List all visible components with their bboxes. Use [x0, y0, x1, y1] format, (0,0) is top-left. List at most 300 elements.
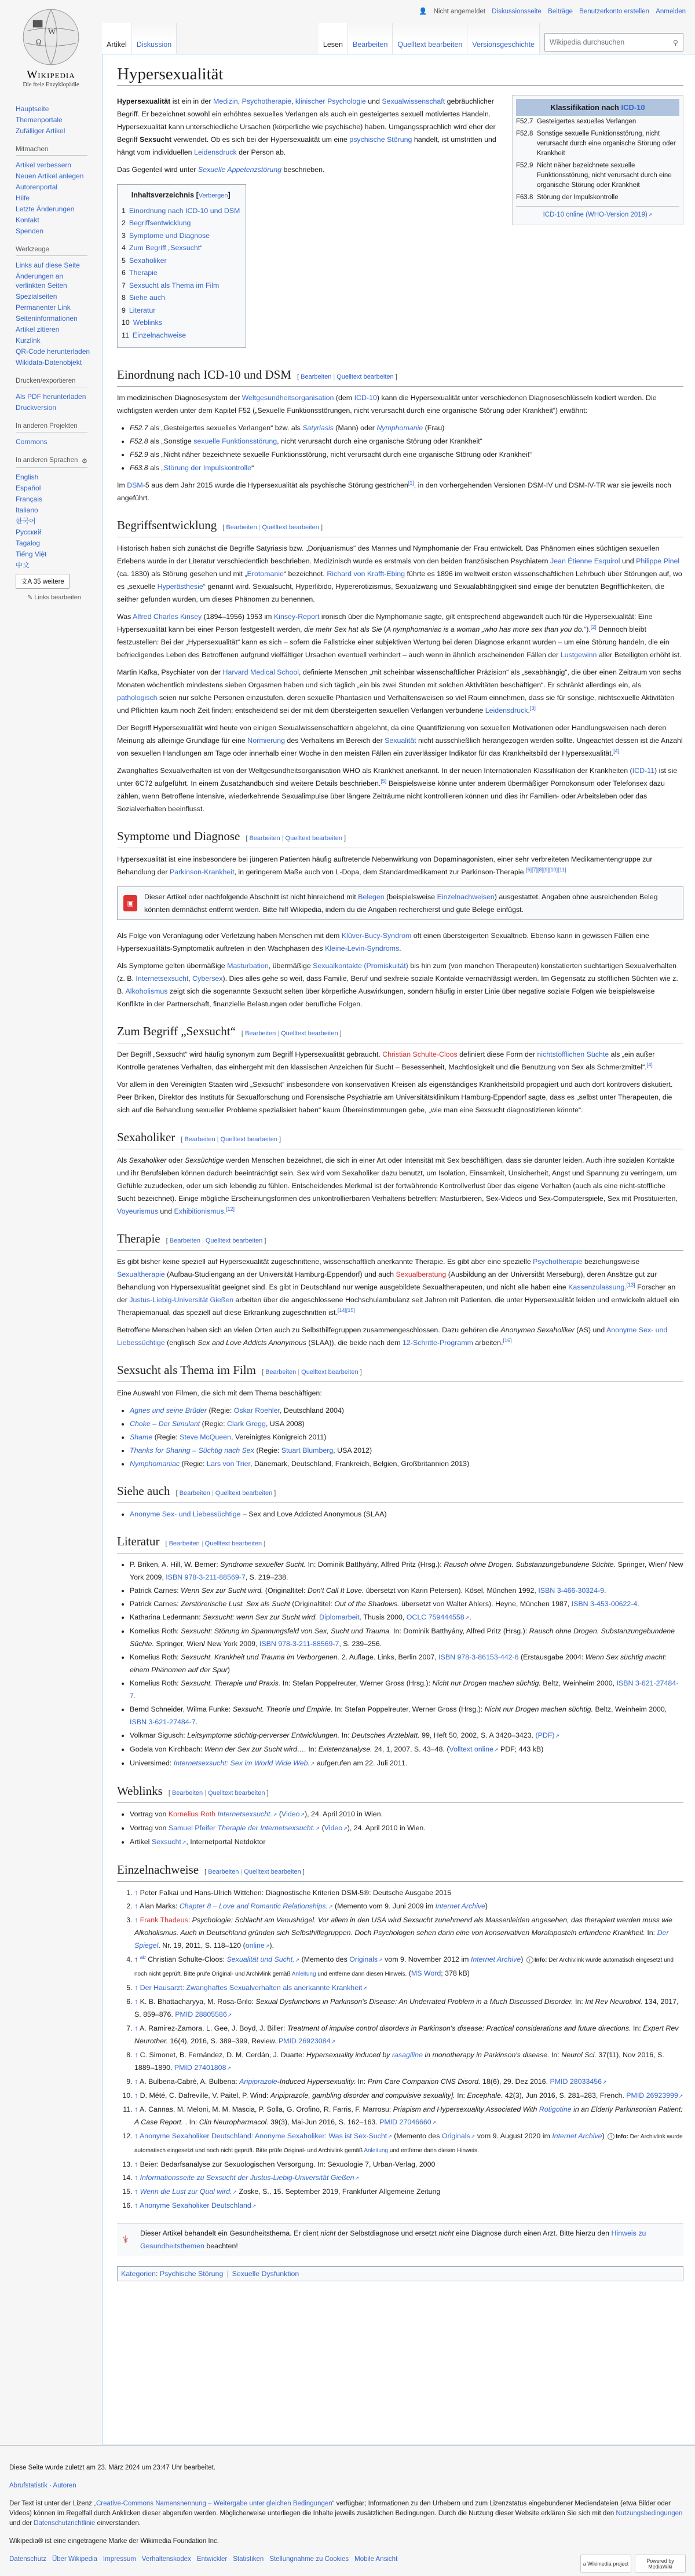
- link[interactable]: Weltgesundheitsorganisation: [242, 394, 334, 402]
- link[interactable]: Kornelius Roth: [168, 1810, 216, 1818]
- talk-page-link[interactable]: Diskussionsseite: [492, 8, 542, 15]
- section-heading: [117, 517, 683, 537]
- toc-link[interactable]: Siehe auch: [129, 294, 165, 302]
- external-link-icon: ↗: [251, 2203, 257, 2209]
- link[interactable]: Anonyme Sexaholiker Deutschland: Anonyme Sexaholiker: Was ist Sex-Sucht: [139, 2132, 387, 2140]
- edit-section-link[interactable]: Bearbeiten: [226, 524, 257, 531]
- text: (Originaltitel:: [290, 1600, 335, 1608]
- page-views-link[interactable]: Abrufstatistik: [9, 2482, 47, 2489]
- sidebar-item[interactable]: Hilfe: [16, 194, 30, 202]
- link[interactable]: Video: [281, 1810, 300, 1818]
- bullet-list: [130, 1508, 683, 1520]
- link[interactable]: „Creative-Commons Namensnennung – Weitergabe unter gleichen Bedingungen“: [94, 2500, 335, 2507]
- edit-section-link[interactable]: Bearbeiten: [208, 1868, 239, 1875]
- link[interactable]: Der Spiegel: [134, 1929, 669, 1950]
- sidebar-item[interactable]: Tagalog: [16, 539, 41, 547]
- toc-link[interactable]: Therapie: [129, 269, 158, 277]
- text: Kornelius Roth:: [130, 1679, 181, 1687]
- edit-section-link[interactable]: Bearbeiten: [169, 1237, 200, 1244]
- reference-link[interactable]: [4]: [613, 747, 620, 754]
- sidebar-item[interactable]: Spezialseiten: [16, 292, 57, 301]
- link[interactable]: Normierung: [247, 736, 285, 745]
- edit-source-section-link[interactable]: Quelltext bearbeiten: [285, 835, 342, 842]
- text: vom 9. August 2020 im: [475, 2132, 553, 2140]
- link[interactable]: Shame: [130, 1433, 153, 1441]
- footer-link[interactable]: Verhaltenskodex: [141, 2556, 191, 2563]
- link[interactable]: Originals: [349, 1955, 378, 1963]
- link[interactable]: ICD-11: [632, 767, 654, 775]
- link[interactable]: Clark Gregg: [227, 1420, 266, 1428]
- more-languages-button[interactable]: [16, 574, 70, 589]
- link[interactable]: ISBN 3-621-27484-7: [130, 1679, 679, 1700]
- link[interactable]: ↑: [134, 2105, 138, 2113]
- toc-link[interactable]: Symptome und Diagnose: [129, 231, 210, 240]
- link[interactable]: ISBN 978-3-86153-442-6: [438, 1653, 519, 1661]
- logo-wordmark: Wikipedia: [27, 69, 75, 81]
- link[interactable]: ISBN 978-3-211-88569-7: [259, 1640, 339, 1648]
- category-link[interactable]: Psychische Störung: [159, 2270, 224, 2278]
- link[interactable]: Parkinson-Krankheit: [169, 868, 235, 876]
- sidebar-item[interactable]: Links auf diese Seite: [16, 261, 80, 269]
- paragraph: [117, 853, 683, 878]
- link[interactable]: ↑: [134, 1998, 138, 2006]
- reference-link[interactable]: [4]: [646, 1061, 653, 1068]
- sidebar-item[interactable]: Wikidata-Datenobjekt: [16, 358, 82, 367]
- link[interactable]: ISBN 3-466-30324-9: [538, 1586, 604, 1595]
- edit-source-section-link[interactable]: Quelltext bearbeiten: [262, 524, 319, 531]
- edit-source-section-link[interactable]: Quelltext bearbeiten: [205, 1237, 263, 1244]
- link[interactable]: pathologisch: [117, 694, 158, 702]
- reference-link[interactable]: [5]: [381, 778, 387, 784]
- toc-link[interactable]: Weblinks: [133, 318, 162, 327]
- sidebar-item[interactable]: Artikel verbessern: [16, 161, 72, 169]
- toc-item[interactable]: [122, 280, 240, 292]
- category-link[interactable]: Sexuelle Dysfunktion: [232, 2270, 299, 2278]
- link[interactable]: PMID 27046660: [379, 2118, 431, 2126]
- caduceus-warning-icon: ⚕: [123, 2234, 129, 2245]
- authors-link[interactable]: Autoren: [53, 2482, 76, 2489]
- wikimedia-project-badge[interactable]: a Wikimedia project: [580, 2555, 631, 2573]
- link[interactable]: Sexualität und Sucht.: [226, 1955, 295, 1963]
- bullet-list: [130, 422, 683, 474]
- edit-section-link[interactable]: Bearbeiten: [169, 1540, 200, 1547]
- toc-item[interactable]: [122, 292, 240, 305]
- list-item: [134, 2199, 683, 2212]
- sidebar-item[interactable]: Druckversion: [16, 404, 57, 412]
- link[interactable]: ↑: [134, 1984, 138, 1992]
- link[interactable]: Alfred Charles Kinsey: [133, 613, 202, 621]
- list-item: [134, 2103, 683, 2129]
- text: In: Stefan Poppelreuter, Werner Gross (Hrsg.):: [280, 1679, 433, 1687]
- icd10-online-link[interactable]: ICD-10 online (WHO-Version 2019): [543, 211, 648, 218]
- sidebar-item[interactable]: Themenportale: [16, 116, 63, 124]
- reference-link[interactable]: [1]: [408, 479, 414, 486]
- link[interactable]: Therapie der Internetsexsucht.: [217, 1824, 315, 1832]
- link[interactable]: Justus-Liebig-Universität Gießen: [129, 1296, 234, 1304]
- toc-item[interactable]: [122, 230, 240, 243]
- sidebar-item[interactable]: Neuen Artikel anlegen: [16, 172, 84, 180]
- sidebar-item[interactable]: Änderungen an verlinkten Seiten: [16, 272, 67, 290]
- link[interactable]: ↑: [134, 2174, 138, 2182]
- link[interactable]: Anonyme Sexaholiker Deutschland: [139, 2201, 251, 2209]
- text: Treatment of impulse control disorders in Parkinson's disease: Practical considerations and future directions.: [287, 2024, 631, 2032]
- link[interactable]: ↑: [134, 2091, 138, 2099]
- tab-read[interactable]: Lesen: [319, 23, 348, 54]
- link[interactable]: Nutzungsbedingungen: [616, 2510, 683, 2517]
- link[interactable]: Anonyme Sex- und Liebessüchtige: [117, 1326, 668, 1347]
- link[interactable]: Originals: [441, 2132, 470, 2140]
- link[interactable]: Störung der Impulskontrolle: [163, 464, 252, 472]
- text: Sexsucht. Therapie und Praxis.: [181, 1679, 281, 1687]
- link[interactable]: ↑: [134, 1902, 138, 1910]
- reference-link[interactable]: [2]: [590, 624, 597, 630]
- sidebar-item[interactable]: Seiteninformationen: [16, 314, 78, 323]
- link[interactable]: PMID 26923999: [626, 2091, 678, 2099]
- link[interactable]: Lustgewinn: [560, 651, 597, 659]
- link[interactable]: Exhibitionismus: [174, 1207, 224, 1215]
- sidebar-group: [16, 104, 102, 135]
- sidebar-item[interactable]: Commons: [16, 438, 47, 446]
- link[interactable]: ICD-10: [354, 394, 377, 402]
- link[interactable]: Internet Archive: [552, 2132, 602, 2140]
- link[interactable]: Informationsseite zu Sexsucht der Justus-Liebig-Universität Gießen: [140, 2174, 354, 2182]
- footer-link[interactable]: Mobile Ansicht: [354, 2556, 398, 2563]
- link[interactable]: MS Word: [411, 1969, 441, 1977]
- link[interactable]: Anonyme Sex- und Liebessüchtige: [130, 1510, 241, 1518]
- text: , USA 2012): [333, 1446, 372, 1454]
- footer-link[interactable]: Statistiken: [233, 2556, 264, 2563]
- contributions-link[interactable]: Beiträge: [548, 8, 573, 15]
- link[interactable]: Steve McQueen: [180, 1433, 231, 1441]
- tab-discussion[interactable]: Diskussion: [132, 23, 177, 54]
- text: Als Folge von Veranlagung oder Verletzung haben Menschen mit dem: [117, 932, 342, 940]
- link[interactable]: Rotigotine: [539, 2105, 572, 2113]
- toc-item[interactable]: [122, 255, 240, 268]
- sources-missing-notice: [117, 886, 683, 920]
- reference-link[interactable]: [3]: [529, 705, 536, 711]
- tab-edit-source[interactable]: Quelltext bearbeiten: [393, 23, 467, 54]
- sidebar-item[interactable]: Hauptseite: [16, 105, 49, 113]
- toc-link[interactable]: Einzelnachweise: [132, 331, 186, 339]
- link[interactable]: Masturbation: [227, 962, 269, 970]
- link[interactable]: Nymphomaniac: [130, 1460, 180, 1468]
- toc-item[interactable]: [122, 329, 240, 342]
- link[interactable]: PMID 26923084: [278, 2037, 331, 2045]
- footer-link[interactable]: Entwickler: [196, 2556, 228, 2563]
- sidebar-item[interactable]: Artikel zitieren: [16, 325, 60, 334]
- link[interactable]: Satyriasis: [302, 424, 334, 432]
- link[interactable]: Lars von Trier: [206, 1460, 250, 1468]
- powered-by-mediawiki-badge[interactable]: Powered by MediaWiki: [635, 2555, 686, 2573]
- link[interactable]: PMID 28033456: [550, 2077, 602, 2086]
- edit-section-link[interactable]: Bearbeiten: [249, 835, 280, 842]
- sidebar-group: [16, 423, 102, 446]
- link[interactable]: ↑: [134, 2077, 138, 2086]
- link[interactable]: Agnes und seine Brüder: [130, 1406, 207, 1415]
- sidebar-item[interactable]: Letzte Änderungen: [16, 205, 75, 213]
- toc-link[interactable]: Literatur: [129, 306, 156, 314]
- sidebar-item[interactable]: Русский: [16, 528, 42, 536]
- sidebar-item[interactable]: Als PDF herunterladen: [16, 393, 86, 401]
- link[interactable]: Wenn die Lust zur Qual wird.: [140, 2187, 232, 2196]
- link[interactable]: Sexualwissenschaft: [382, 97, 445, 105]
- reference-link[interactable]: [10]: [549, 866, 558, 873]
- sidebar-item[interactable]: QR-Code herunterladen: [16, 347, 90, 356]
- link[interactable]: Hinweis zu Gesundheitsthemen: [140, 2229, 646, 2250]
- categories-label[interactable]: Kategorien: [121, 2270, 156, 2278]
- toc-item[interactable]: [122, 217, 240, 230]
- link[interactable]: ISBN 978-3-211-88569-7: [166, 1573, 246, 1581]
- text: nicht ausschließlich herangezogen werden sollte. Ungeachtet dessen ist die Anzahl von sexuellen Handlungen am Tage oder innerhalb einer Woche in den meisten Fällen ein zuverlässiger Indikator für das Krankheitsbild der Hypersexualität.: [117, 736, 683, 757]
- text: (englisch: [164, 1339, 198, 1347]
- link[interactable]: PMID 27401808: [174, 2064, 226, 2072]
- edit-section-link[interactable]: Bearbeiten: [265, 1369, 297, 1376]
- edit-source-section-link[interactable]: Quelltext bearbeiten: [204, 1540, 262, 1547]
- sidebar-item[interactable]: Autorenportal: [16, 183, 58, 191]
- link[interactable]: Belegen: [358, 893, 385, 901]
- external-link-icon: ↗: [343, 1826, 348, 1831]
- link[interactable]: Oskar Roehler: [233, 1406, 280, 1415]
- link[interactable]: Sexsucht: [151, 1838, 181, 1846]
- link[interactable]: Sexualität: [385, 736, 416, 745]
- toc-item[interactable]: [122, 242, 240, 255]
- reference-link[interactable]: [12]: [226, 1205, 235, 1212]
- footer-link[interactable]: Impressum: [103, 2556, 136, 2563]
- link[interactable]: online: [245, 1941, 265, 1950]
- link[interactable]: Christian Schulte-Cloos: [382, 1050, 458, 1058]
- text: ) ausgestattet. Angaben ohne ausreichenden Beleg könnten demnächst entfernt werden. Bitte hilf Wikipedia, indem du die Angaben recherchierst und gute Belege einfügst.: [144, 893, 658, 914]
- edit-section-link[interactable]: Bearbeiten: [184, 1136, 215, 1143]
- reference-link[interactable]: [9]: [543, 866, 550, 873]
- text: Beltz, Weinheim 2000,: [540, 1679, 617, 1687]
- link[interactable]: Nymphomanie: [376, 424, 423, 432]
- link[interactable]: ↑: [134, 1889, 138, 1897]
- reference-link[interactable]: b: [142, 1954, 146, 1960]
- link[interactable]: Samuel Pfeifer: [168, 1824, 216, 1832]
- sidebar-item[interactable]: Español: [16, 484, 41, 492]
- edit-source-section-link[interactable]: Quelltext bearbeiten: [301, 1369, 359, 1376]
- link[interactable]: Leidensdruck: [193, 148, 237, 156]
- link[interactable]: Cybersex: [192, 974, 223, 983]
- sidebar-item[interactable]: Kurzlink: [16, 336, 41, 345]
- link[interactable]: Kassenzulassung: [568, 1283, 625, 1291]
- footer-link[interactable]: Stellungnahme zu Cookies: [269, 2556, 349, 2563]
- infobox-row: [516, 128, 679, 160]
- text: In:: [549, 2051, 562, 2059]
- sidebar-item[interactable]: Spenden: [16, 227, 44, 235]
- link[interactable]: klinischer Psychologie: [295, 97, 366, 105]
- link[interactable]: Choke – Der Simulant: [130, 1420, 200, 1428]
- text: P. Briken, A. Hill, W. Berner:: [130, 1560, 221, 1569]
- text: Sexual Dysfunctions in Parkinson's Disease: An Underrated Problem in a Much Discussed Disorder.: [255, 1998, 573, 2006]
- reference-link[interactable]: [7]: [532, 866, 538, 873]
- sidebar-item[interactable]: English: [16, 473, 39, 481]
- link[interactable]: Internet Archive: [470, 1955, 521, 1963]
- sidebar-item[interactable]: 한국어: [16, 517, 36, 525]
- link[interactable]: Sexualkontakte (Promiskuität): [313, 962, 408, 970]
- link[interactable]: Philippe Pinel: [636, 557, 680, 565]
- link[interactable]: OCLC 759444558: [406, 1613, 464, 1621]
- text: , Vereinigtes Königreich 2011): [231, 1433, 327, 1441]
- page-title: Hypersexualität: [117, 63, 683, 86]
- link[interactable]: Leidensdruck: [485, 706, 528, 714]
- link[interactable]: ↑: [134, 2024, 138, 2032]
- link[interactable]: Thanks for Sharing – Süchtig nach Sex: [130, 1446, 254, 1454]
- login-link[interactable]: Anmelden: [656, 8, 686, 15]
- text: aller Beteiligten erhöht ist.: [597, 651, 682, 659]
- list-item: [134, 1995, 683, 2021]
- tab-history[interactable]: Versionsgeschichte: [467, 23, 540, 54]
- link[interactable]: Internetsexsucht: [136, 974, 189, 983]
- sidebar-item[interactable]: Kontakt: [16, 216, 39, 224]
- link[interactable]: Klüver-Bucy-Syndrom: [341, 932, 412, 940]
- link[interactable]: ↑: [134, 1916, 138, 1924]
- toc-link[interactable]: Einordnung nach ICD-10 und DSM: [129, 206, 240, 215]
- sidebar-item[interactable]: 中文: [16, 561, 30, 569]
- link[interactable]: Sexuelle Appetenzstörung: [197, 166, 282, 174]
- text: Sexsucht. Krankheit und Trauma im Verborgenen.: [181, 1653, 340, 1661]
- link[interactable]: rasagiline: [392, 2051, 423, 2059]
- link[interactable]: Jean Étienne Esquirol: [550, 557, 620, 565]
- text: F52.7: [130, 424, 148, 432]
- text: 42(3), Jun 2016, S. 281–283, French.: [503, 2091, 627, 2099]
- edit-source-section-link[interactable]: Quelltext bearbeiten: [244, 1868, 301, 1875]
- sidebar-item[interactable]: Permanenter Link: [16, 303, 71, 312]
- link[interactable]: nichtstofflichen Süchte: [537, 1050, 609, 1058]
- link[interactable]: PMID 28805586: [175, 2010, 227, 2018]
- link[interactable]: Frank Thadeus: [140, 1916, 188, 1924]
- link[interactable]: (PDF): [535, 1731, 555, 1739]
- link[interactable]: Anleitung: [364, 2148, 389, 2154]
- infobox-title: [516, 99, 679, 116]
- footer-link[interactable]: Datenschutz: [9, 2556, 46, 2563]
- link[interactable]: Kinsey-Report: [273, 613, 320, 621]
- edit-section-link[interactable]: Bearbeiten: [171, 1790, 203, 1797]
- edit-source-section-link[interactable]: Quelltext bearbeiten: [281, 1030, 338, 1037]
- sidebar-item[interactable]: Italiano: [16, 506, 38, 514]
- list-item: [134, 1900, 683, 1913]
- link[interactable]: psychische Störung: [349, 135, 412, 144]
- link[interactable]: DSM: [127, 481, 143, 489]
- sidebar-item[interactable]: Tiếng Việt: [16, 550, 47, 558]
- link[interactable]: Diplomarbeit: [319, 1613, 360, 1621]
- footer-link[interactable]: Über Wikipedia: [52, 2556, 97, 2563]
- reference-link[interactable]: [6]: [525, 866, 532, 873]
- icd10-link[interactable]: ICD-10: [621, 103, 645, 112]
- wikipedia-logo[interactable]: [0, 0, 102, 93]
- link[interactable]: Harvard Medical School: [222, 668, 299, 676]
- search-input[interactable]: [544, 33, 683, 52]
- gear-icon[interactable]: ⚙: [81, 458, 87, 465]
- link[interactable]: Medizin: [213, 97, 238, 105]
- separator: |: [298, 1369, 300, 1376]
- link[interactable]: Erotomanie: [247, 570, 284, 578]
- edit-interlanguage-links[interactable]: [27, 593, 102, 601]
- link[interactable]: ↑: [134, 2132, 138, 2140]
- toc-link[interactable]: Begriffsentwicklung: [129, 219, 191, 227]
- link[interactable]: Psychotherapie: [533, 1258, 583, 1266]
- edit-source-section-link[interactable]: Quelltext bearbeiten: [220, 1136, 277, 1143]
- link[interactable]: Datenschutzrichtlinie: [34, 2520, 96, 2527]
- link[interactable]: Der Hausarzt: Zwanghaftes Sexualverhalten als anerkannte Krankheit: [140, 1984, 363, 1992]
- toc-item[interactable]: [122, 267, 240, 280]
- link[interactable]: ↑: [134, 2187, 138, 2196]
- link[interactable]: Stuart Blumberg: [281, 1446, 334, 1454]
- create-account-link[interactable]: Benutzerkonto erstellen: [579, 8, 649, 15]
- tab-article[interactable]: Artikel: [102, 23, 132, 54]
- edit-section-link[interactable]: Bearbeiten: [179, 1490, 210, 1497]
- reference-link[interactable]: a: [140, 1954, 143, 1960]
- link[interactable]: Aripiprazole: [239, 2077, 277, 2086]
- text: Im: [117, 481, 127, 489]
- sidebar-item[interactable]: Zufälliger Artikel: [16, 127, 65, 135]
- reference-link[interactable]: [11]: [558, 866, 566, 873]
- edit-source-section-link[interactable]: Quelltext bearbeiten: [215, 1490, 273, 1497]
- link[interactable]: ↑: [134, 2160, 138, 2168]
- link[interactable]: Video: [324, 1824, 343, 1832]
- paragraph: [117, 1048, 683, 1073]
- separator: |: [258, 524, 261, 531]
- sidebar-item[interactable]: Français: [16, 495, 43, 503]
- link[interactable]: Voyeurismus: [117, 1207, 158, 1215]
- edit-source-section-link[interactable]: Quelltext bearbeiten: [208, 1790, 265, 1797]
- link[interactable]: Anleitung: [291, 1971, 316, 1977]
- toc-toggle[interactable]: Verbergen: [198, 192, 228, 199]
- toc-link[interactable]: Sexaholiker: [129, 256, 167, 265]
- link[interactable]: Richard von Krafft-Ebing: [327, 570, 405, 578]
- edit-section-link[interactable]: Bearbeiten: [301, 373, 332, 380]
- link[interactable]: ↑: [134, 2051, 138, 2059]
- reference-link[interactable]: [13]: [626, 1281, 635, 1288]
- link[interactable]: ↑: [134, 2201, 138, 2209]
- link[interactable]: Einzelnachweisen: [437, 893, 495, 901]
- external-link-icon: ↗: [555, 1733, 560, 1739]
- link[interactable]: Psychotherapie: [242, 97, 292, 105]
- link[interactable]: Volltext online: [449, 1745, 493, 1753]
- reference-link[interactable]: [14]: [337, 1307, 346, 1313]
- link[interactable]: Sexualberatung: [396, 1270, 447, 1278]
- reference-link[interactable]: [15]: [346, 1307, 355, 1313]
- search-icon[interactable]: ⚲: [672, 38, 678, 47]
- link[interactable]: Internetsexsucht.: [217, 1810, 272, 1818]
- text: der Selbstdiagnose und ersetzt: [335, 2229, 439, 2237]
- link[interactable]: ISBN 3-621-27484-7: [130, 1718, 196, 1726]
- toc-link[interactable]: Zum Begriff „Sexsucht“: [129, 244, 203, 252]
- link[interactable]: Kleine-Levin-Syndroms: [325, 944, 400, 952]
- link[interactable]: Sexualtherapie: [117, 1270, 165, 1278]
- link[interactable]: Hyperästhesie: [157, 582, 203, 591]
- link[interactable]: Alkoholismus: [125, 987, 168, 995]
- text: oft einen übersteigerten Sexualtrieb. Ebenso kann in gewissen Fällen eine Hypersexualitäts-Symptomatik auftreten in den Wachphasen des: [117, 932, 649, 952]
- reference-link[interactable]: [8]: [537, 866, 544, 873]
- toc-item[interactable]: [122, 205, 240, 218]
- link[interactable]: sexuelle Funktionsstörung: [193, 437, 277, 445]
- link[interactable]: 12-Schritte-Programm: [402, 1339, 473, 1347]
- bullet-list: [130, 1558, 683, 1770]
- toc-link[interactable]: Sexsucht als Thema im Film: [129, 281, 220, 290]
- edit-source-section-link[interactable]: Quelltext bearbeiten: [336, 373, 394, 380]
- trademark-text: Wikipedia® ist eine eingetragene Marke der Wikimedia Foundation Inc.: [9, 2538, 219, 2545]
- edit-section-link[interactable]: Bearbeiten: [245, 1030, 276, 1037]
- toc-item[interactable]: [122, 305, 240, 317]
- toc-item[interactable]: [122, 317, 240, 329]
- link[interactable]: Internetsexsucht: Sex im World Wide Web.: [173, 1759, 310, 1767]
- link[interactable]: ISBN 3-453-00622-4: [571, 1600, 638, 1608]
- link[interactable]: Internet Archive: [435, 1902, 485, 1910]
- tab-edit[interactable]: Bearbeiten: [348, 23, 393, 54]
- reference-link[interactable]: [16]: [503, 1337, 512, 1343]
- link[interactable]: Chapter 8 – Love and Romantic Relationships.: [179, 1902, 328, 1910]
